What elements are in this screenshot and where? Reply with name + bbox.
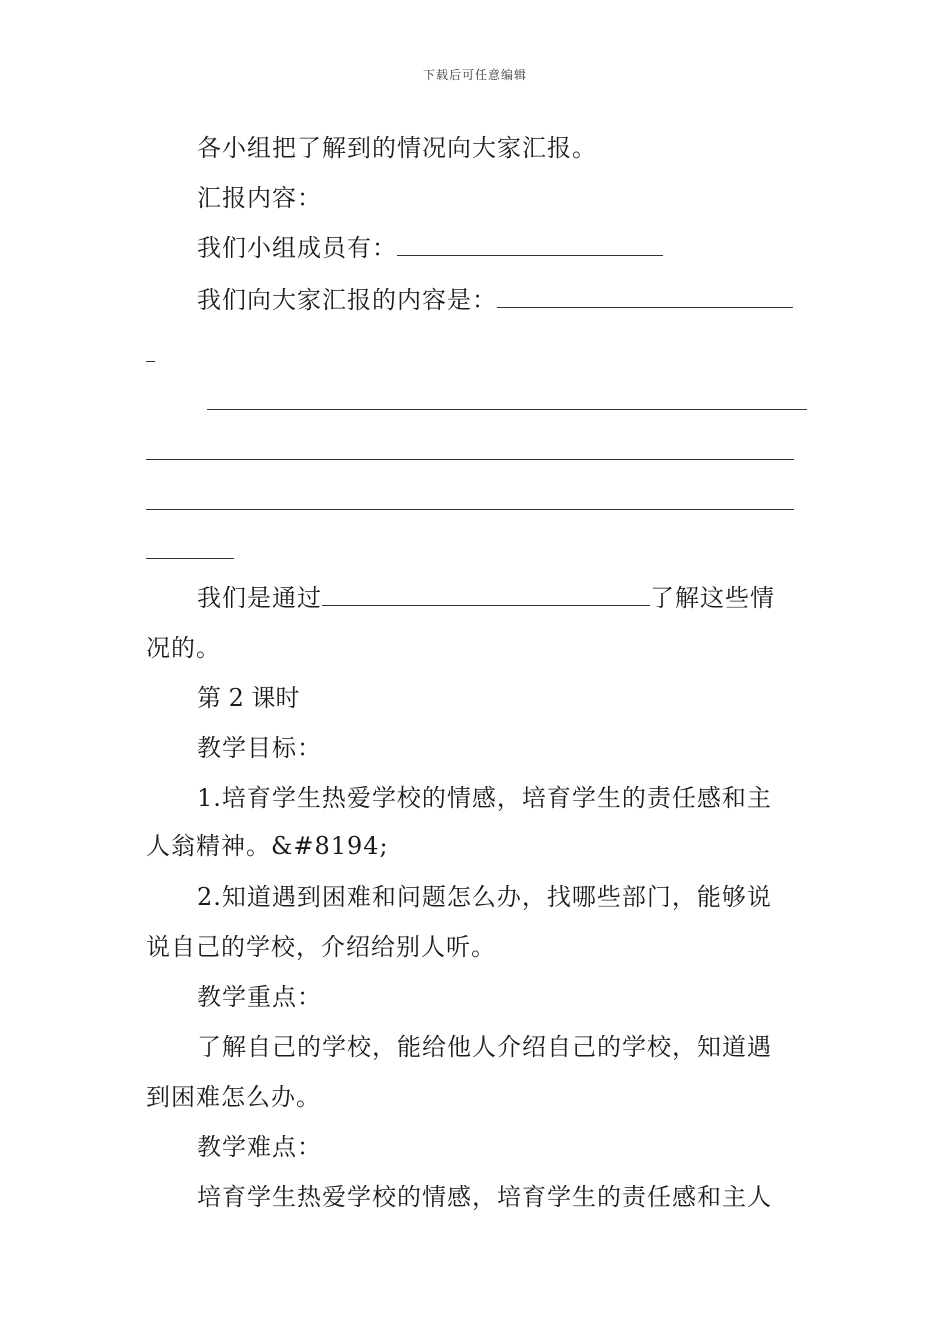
section-heading: 第 2 课时 [197,684,300,712]
answer-line[interactable] [146,361,155,362]
answer-line[interactable] [146,509,794,510]
answer-line[interactable] [146,558,234,559]
paragraph-line: 汇报内容： [197,184,322,212]
content-label: 我们向大家汇报的内容是： [197,286,497,314]
members-blank[interactable] [397,233,663,256]
members-line [197,231,663,265]
method-blank[interactable] [322,583,650,606]
paragraph-line: 人翁精神。&#8194; [146,832,389,860]
paragraph-line: 2.知道遇到困难和问题怎么办，找哪些部门，能够说 [197,883,772,911]
paragraph-line: 各小组把了解到的情况向大家汇报。 [197,134,597,162]
content-blank[interactable] [497,285,793,308]
paragraph-line: 说自己的学校，介绍给别人听。 [146,933,496,961]
section-heading: 教学重点： [197,983,322,1011]
content-line [197,283,793,317]
answer-line[interactable] [207,409,807,410]
page-header: 下载后可任意编辑 [422,68,527,82]
paragraph-line: 1.培育学生热爱学校的情感，培育学生的责任感和主 [197,784,772,812]
paragraph-line: 况的。 [146,634,221,662]
section-heading: 教学难点： [197,1133,322,1161]
paragraph-line: 到困难怎么办。 [146,1083,321,1111]
members-label: 我们小组成员有： [197,234,397,262]
method-prefix: 我们是通过 [197,584,322,612]
method-suffix: 了解这些情 [650,584,775,612]
section-heading: 教学目标： [197,734,322,762]
paragraph-line: 培育学生热爱学校的情感，培育学生的责任感和主人 [197,1183,772,1211]
method-line [197,581,775,615]
answer-line[interactable] [146,459,794,460]
paragraph-line: 了解自己的学校，能给他人介绍自己的学校，知道遇 [197,1033,772,1061]
